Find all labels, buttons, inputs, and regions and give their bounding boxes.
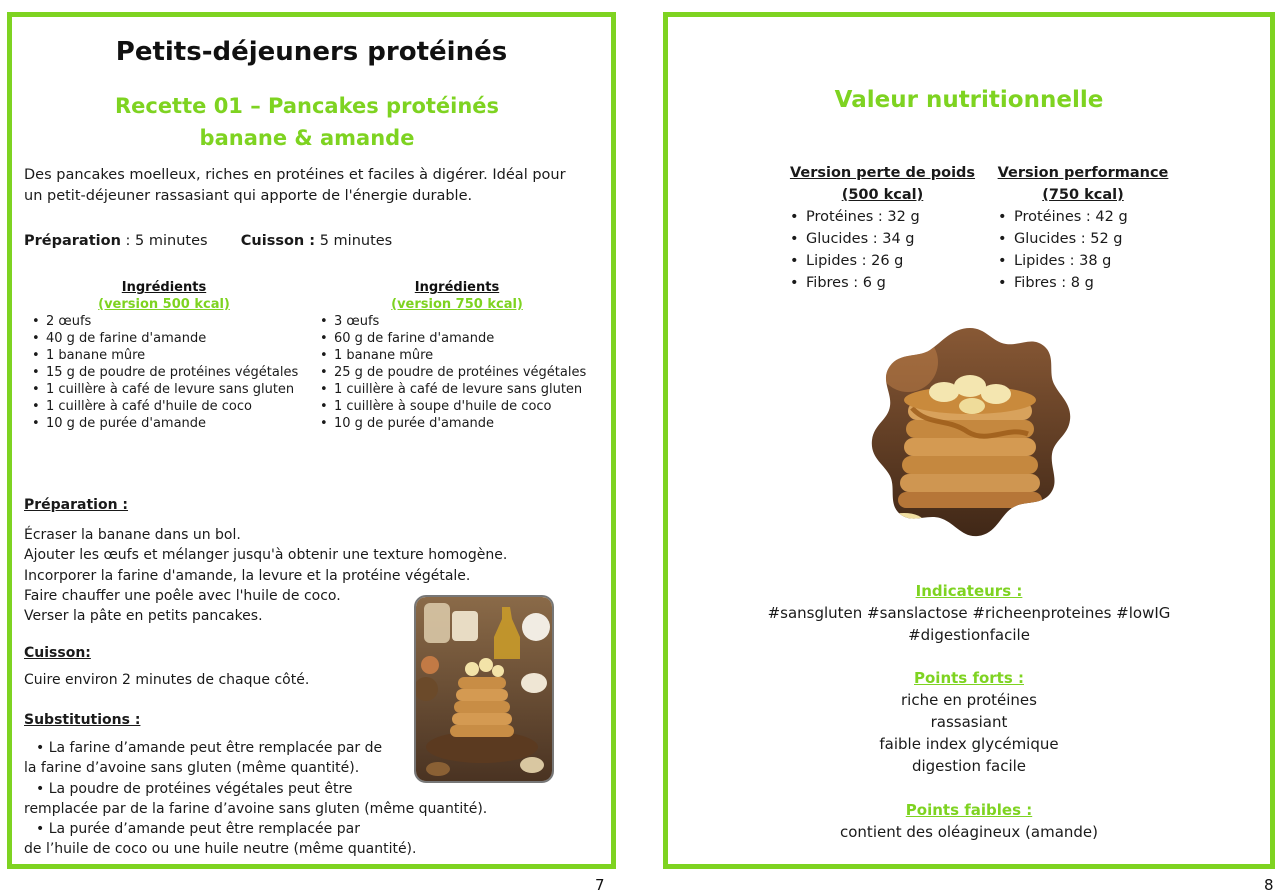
list-item: • Glucides : 52 g bbox=[998, 228, 1178, 250]
ingredients-500-heading bbox=[24, 279, 304, 313]
prep-time-value: : 5 minutes bbox=[120, 233, 208, 249]
times-row bbox=[24, 233, 392, 249]
list-item: • Lipides : 38 g bbox=[998, 250, 1178, 272]
nutrition-title: Valeur nutritionnelle bbox=[834, 87, 1104, 113]
preparation-step: Incorporer la farine d'amande, la levure et la protéine végétale. bbox=[24, 567, 471, 584]
cook-time-value: 5 minutes bbox=[315, 233, 393, 249]
ingredients-750-column bbox=[312, 279, 602, 432]
nutrition-500-title: Version perte de poids bbox=[789, 165, 976, 181]
substitution-line: • La farine d’amande peut être remplacée par de bbox=[36, 740, 383, 756]
nutrition-750-title: Version performance bbox=[997, 165, 1169, 181]
preparation-step: Ajouter les œufs et mélanger jusqu'à obtenir une texture homogène. bbox=[24, 547, 508, 564]
substitutions-heading: Substitutions : bbox=[24, 712, 141, 728]
nutrition-750-column bbox=[988, 162, 1178, 294]
page-number-left: 7 bbox=[595, 876, 605, 894]
preparation-heading: Préparation : bbox=[24, 497, 129, 513]
list-item: • Fibres : 6 g bbox=[790, 272, 985, 294]
substitution-line: la farine d’avoine sans gluten (même quantité). bbox=[24, 760, 360, 777]
cook-time-label: Cuisson : bbox=[240, 233, 316, 249]
weaknesses-heading: Points faibles : bbox=[905, 801, 1033, 819]
page-title: Petits-déjeuners protéinés bbox=[115, 37, 508, 67]
nutrition-750-list bbox=[998, 206, 1178, 294]
ingredients-500-column bbox=[24, 279, 304, 432]
list-item: • 10 g de purée d'amande bbox=[32, 415, 304, 432]
list-item: • 25 g de poudre de protéines végétales bbox=[320, 364, 602, 381]
list-item: • 2 œufs bbox=[32, 313, 304, 330]
prep-time-label: Préparation bbox=[24, 233, 121, 249]
list-item: • 1 cuillère à soupe d'huile de coco bbox=[320, 398, 602, 415]
ingredients-500-subtitle: (version 500 kcal) bbox=[98, 297, 230, 312]
list-item: • 1 banane mûre bbox=[320, 347, 602, 364]
recipe-intro: Des pancakes moelleux, riches en protéines et faciles à digérer. Idéal pour un petit-déjeuner rassasiant qui apporte de l'énergie durable. bbox=[24, 167, 566, 204]
indicators-block bbox=[668, 580, 1270, 646]
nutrition-500-column bbox=[780, 162, 985, 294]
strength-item: riche en protéines bbox=[901, 691, 1037, 709]
ingredients-750-title: Ingrédients bbox=[414, 280, 500, 295]
list-item: • Fibres : 8 g bbox=[998, 272, 1178, 294]
weaknesses-block bbox=[668, 799, 1270, 843]
nutrition-500-kcal: (500 kcal) bbox=[841, 187, 924, 203]
nutrition-500-list bbox=[790, 206, 985, 294]
preparation-step: Faire chauffer une poêle avec l'huile de coco. bbox=[24, 587, 341, 604]
recipe-title-line1: Recette 01 – Pancakes protéinés bbox=[114, 94, 500, 118]
indicators-heading: Indicateurs : bbox=[915, 582, 1023, 600]
recipe-title-line2: banane & amande bbox=[199, 126, 415, 150]
list-item: • 10 g de purée d'amande bbox=[320, 415, 602, 432]
ingredients-500-title: Ingrédients bbox=[121, 280, 207, 295]
list-item: • 1 cuillère à café de levure sans gluten bbox=[320, 381, 602, 398]
list-item: • 60 g de farine d'amande bbox=[320, 330, 602, 347]
ingredients-750-subtitle: (version 750 kcal) bbox=[391, 297, 523, 312]
nutrition-750-heading bbox=[988, 162, 1178, 206]
recipe-photo bbox=[414, 595, 554, 783]
list-item: • Lipides : 26 g bbox=[790, 250, 985, 272]
list-item: • Protéines : 32 g bbox=[790, 206, 985, 228]
substitution-line: remplacée par de la farine d’avoine sans gluten (même quantité). bbox=[24, 800, 488, 817]
strength-item: digestion facile bbox=[911, 757, 1027, 775]
ingredients-750-heading bbox=[312, 279, 602, 313]
cooking-heading: Cuisson: bbox=[24, 645, 91, 661]
list-item: • Protéines : 42 g bbox=[998, 206, 1178, 228]
strengths-block bbox=[668, 667, 1270, 777]
indicators-tags-line1: #sansgluten #sanslactose #richeenproteines #lowIG bbox=[767, 604, 1171, 622]
weakness-item: contient des oléagineux (amande) bbox=[840, 823, 1098, 841]
recipe-title bbox=[12, 90, 602, 154]
page-left bbox=[7, 12, 616, 869]
preparation-step: Verser la pâte en petits pancakes. bbox=[24, 608, 263, 625]
list-item: • 15 g de poudre de protéines végétales bbox=[32, 364, 304, 381]
list-item: • 3 œufs bbox=[320, 313, 602, 330]
page-number-right: 8 bbox=[1264, 876, 1274, 894]
ingredients-750-list bbox=[320, 313, 602, 432]
ingredients-500-list bbox=[32, 313, 304, 432]
substitution-line: • La poudre de protéines végétales peut être bbox=[36, 780, 353, 797]
preparation-step: Écraser la banane dans un bol. bbox=[24, 527, 241, 543]
substitution-line: • La purée d’amande peut être remplacée par bbox=[36, 821, 360, 838]
strengths-heading: Points forts : bbox=[914, 669, 1024, 687]
nutrition-500-heading bbox=[780, 162, 985, 206]
list-item: • 1 cuillère à café d'huile de coco bbox=[32, 398, 304, 415]
list-item: • 1 cuillère à café de levure sans gluten bbox=[32, 381, 304, 398]
nutrition-750-kcal: (750 kcal) bbox=[1042, 187, 1124, 203]
list-item: • 40 g de farine d'amande bbox=[32, 330, 304, 347]
indicators-tags-line2: #digestionfacile bbox=[908, 626, 1030, 644]
cooking-text: Cuire environ 2 minutes de chaque côté. bbox=[24, 672, 310, 688]
page-right bbox=[663, 12, 1275, 869]
strength-item: rassasiant bbox=[930, 713, 1008, 731]
list-item: • 1 banane mûre bbox=[32, 347, 304, 364]
substitution-line: de l’huile de coco ou une huile neutre (même quantité). bbox=[24, 841, 417, 858]
strength-item: faible index glycémique bbox=[879, 735, 1059, 753]
pancake-photo bbox=[868, 322, 1073, 542]
list-item: • Glucides : 34 g bbox=[790, 228, 985, 250]
